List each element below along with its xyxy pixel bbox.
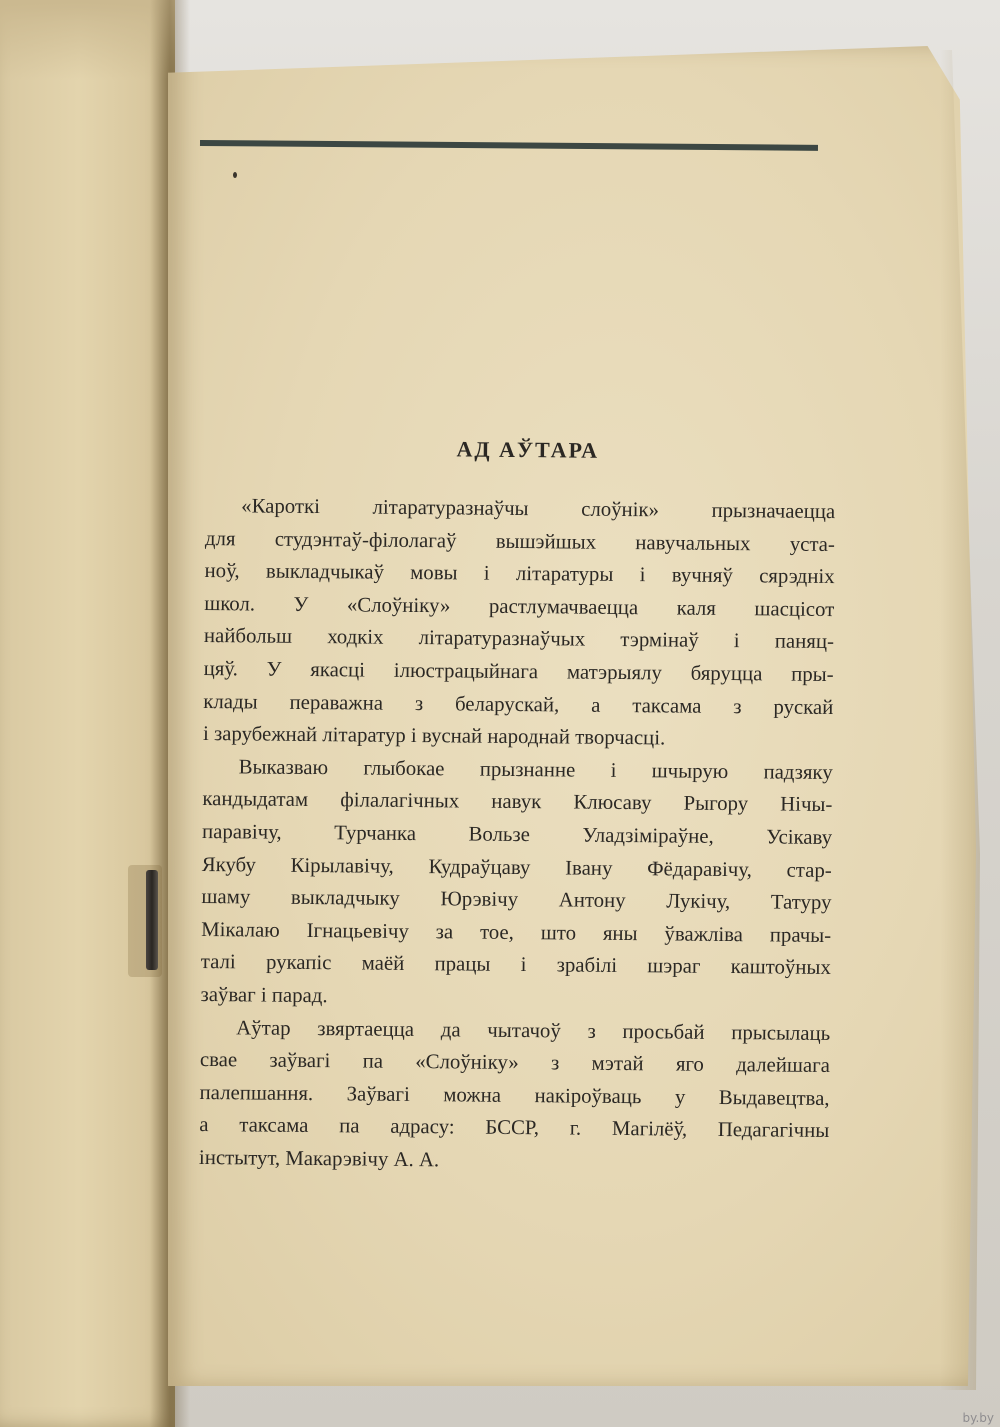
- text-line: цяў. У якасці ілюстрацыйнага матэрыялу бяруцца пры-: [203, 656, 834, 687]
- ink-speck: [233, 172, 237, 178]
- text-line: палепшання. Заўвагі можна накіроўваць у Выдавецтва,: [199, 1080, 830, 1110]
- text-line: інстытут, Макарэвічу А. А.: [198, 1145, 440, 1172]
- text-line: ноў, выкладчыкаў мовы і літаратуры і вучняў сярэдніх: [204, 559, 835, 589]
- text-line: Мікалаю Ігнацьевічу за тое, што яны ўважліва прачы-: [201, 917, 832, 947]
- staple-icon: [146, 870, 158, 970]
- text-line: школ. У «Слоўніку» растлумачваецца каля шасцісот: [204, 591, 835, 621]
- watermark: by.by: [962, 1411, 994, 1425]
- text-line: свае заўвагі па «Слоўніку» з мэтай яго далейшага: [199, 1048, 830, 1078]
- text-line: Якубу Кірылавічу, Кудраўцаву Івану Фёдаравічу, стар-: [201, 852, 832, 882]
- text-line: кандыдатам філалагічных навук Клюсаву Рыгору Нічы-: [202, 787, 833, 817]
- paragraph-3: [199, 1011, 831, 1180]
- text-line: паравічу, Турчанка Вользе Уладзіміраўне, Усікаву: [201, 819, 833, 849]
- paragraph-2: [200, 751, 832, 1018]
- text-line: і зарубежнай літаратур і вуснай народнай творчасці.: [202, 722, 666, 750]
- text-line: найбольш ходкіх літаратуразнаўчых тэрмінаў і паняц-: [203, 624, 835, 654]
- paragraph-1: [203, 490, 835, 757]
- text-line: шаму выкладчыку Юрэвічу Антону Лукічу, Татуру: [201, 885, 832, 915]
- text-line: заўваг і парад.: [200, 982, 328, 1008]
- preface-text: [199, 426, 836, 1180]
- text-line: Выказваю глыбокае прызнанне і шчырую падзяку: [238, 755, 833, 784]
- text-line: талі рукапіс маёй працы і зрабілі шэраг каштоўных: [200, 950, 831, 980]
- text-line: «Кароткі літаратуразнаўчы слоўнік» прызначаецца: [241, 494, 836, 524]
- text-line: для студэнтаў-філолагаў вышэйшых навучальных уста-: [204, 526, 836, 556]
- left-page-top-shading: [0, 0, 175, 80]
- left-page: [0, 0, 175, 1427]
- text-line: клады пераважна з беларускай, а таксама з рускай: [203, 689, 834, 719]
- text-line: а таксама па адрасу: БССР, г. Магілёў, Педагагічны: [199, 1113, 830, 1143]
- page-title: АД АЎТАРА: [456, 436, 600, 463]
- text-line: Аўтар звяртаецца да чытачоў з просьбай прысылаць: [236, 1015, 831, 1045]
